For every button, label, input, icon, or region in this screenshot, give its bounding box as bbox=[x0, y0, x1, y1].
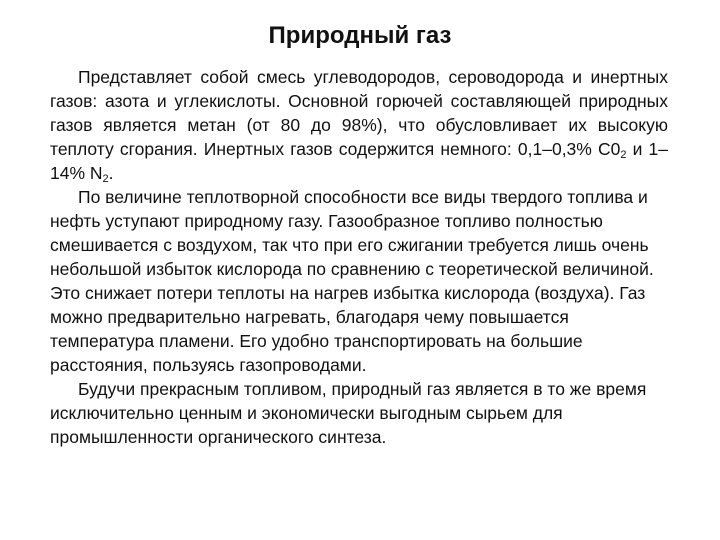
composition-text-middle: и 1–14% N bbox=[50, 139, 668, 183]
paragraph-raw-material: Будучи прекрасным топливом, природный газ является в то же время исключительно ценным и экономически выгодным сырьем для промышленности органического синтеза. bbox=[50, 379, 647, 447]
paragraph-composition bbox=[50, 65, 668, 185]
composition-text: Представляет собой смесь углеводородов, сероводорода и инертных газов: азота и углекислоты. Основной горючей составляющей природных газов является метан (от 80 до 98%), что обусловливает их высокую теплоту сгорания. Инертных газов содержится немного: 0,1–0,3% С0 bbox=[50, 67, 668, 159]
co2-subscript: 2 bbox=[620, 149, 627, 161]
slide-title: Природный газ bbox=[268, 22, 452, 49]
composition-text-end: . bbox=[108, 163, 114, 183]
slide-body bbox=[50, 65, 668, 449]
paragraph-advantages: По величине теплотворной способности все виды твердого топлива и нефть уступают природному газу. Газообразное топливо полностью смешивается с воздухом, так что при его сжигании требуется лишь очень небольшой избыток кислорода по сравнению с теоретической величиной. Это снижает потери теплоты на нагрев избытка кислорода (воздуха). Газ можно предварительно нагревать, благодаря чему повышается температура пламени. Его удобно транспортировать на большие расстояния, пользуясь газопроводами. bbox=[50, 187, 654, 375]
n2-subscript: 2 bbox=[102, 173, 109, 185]
